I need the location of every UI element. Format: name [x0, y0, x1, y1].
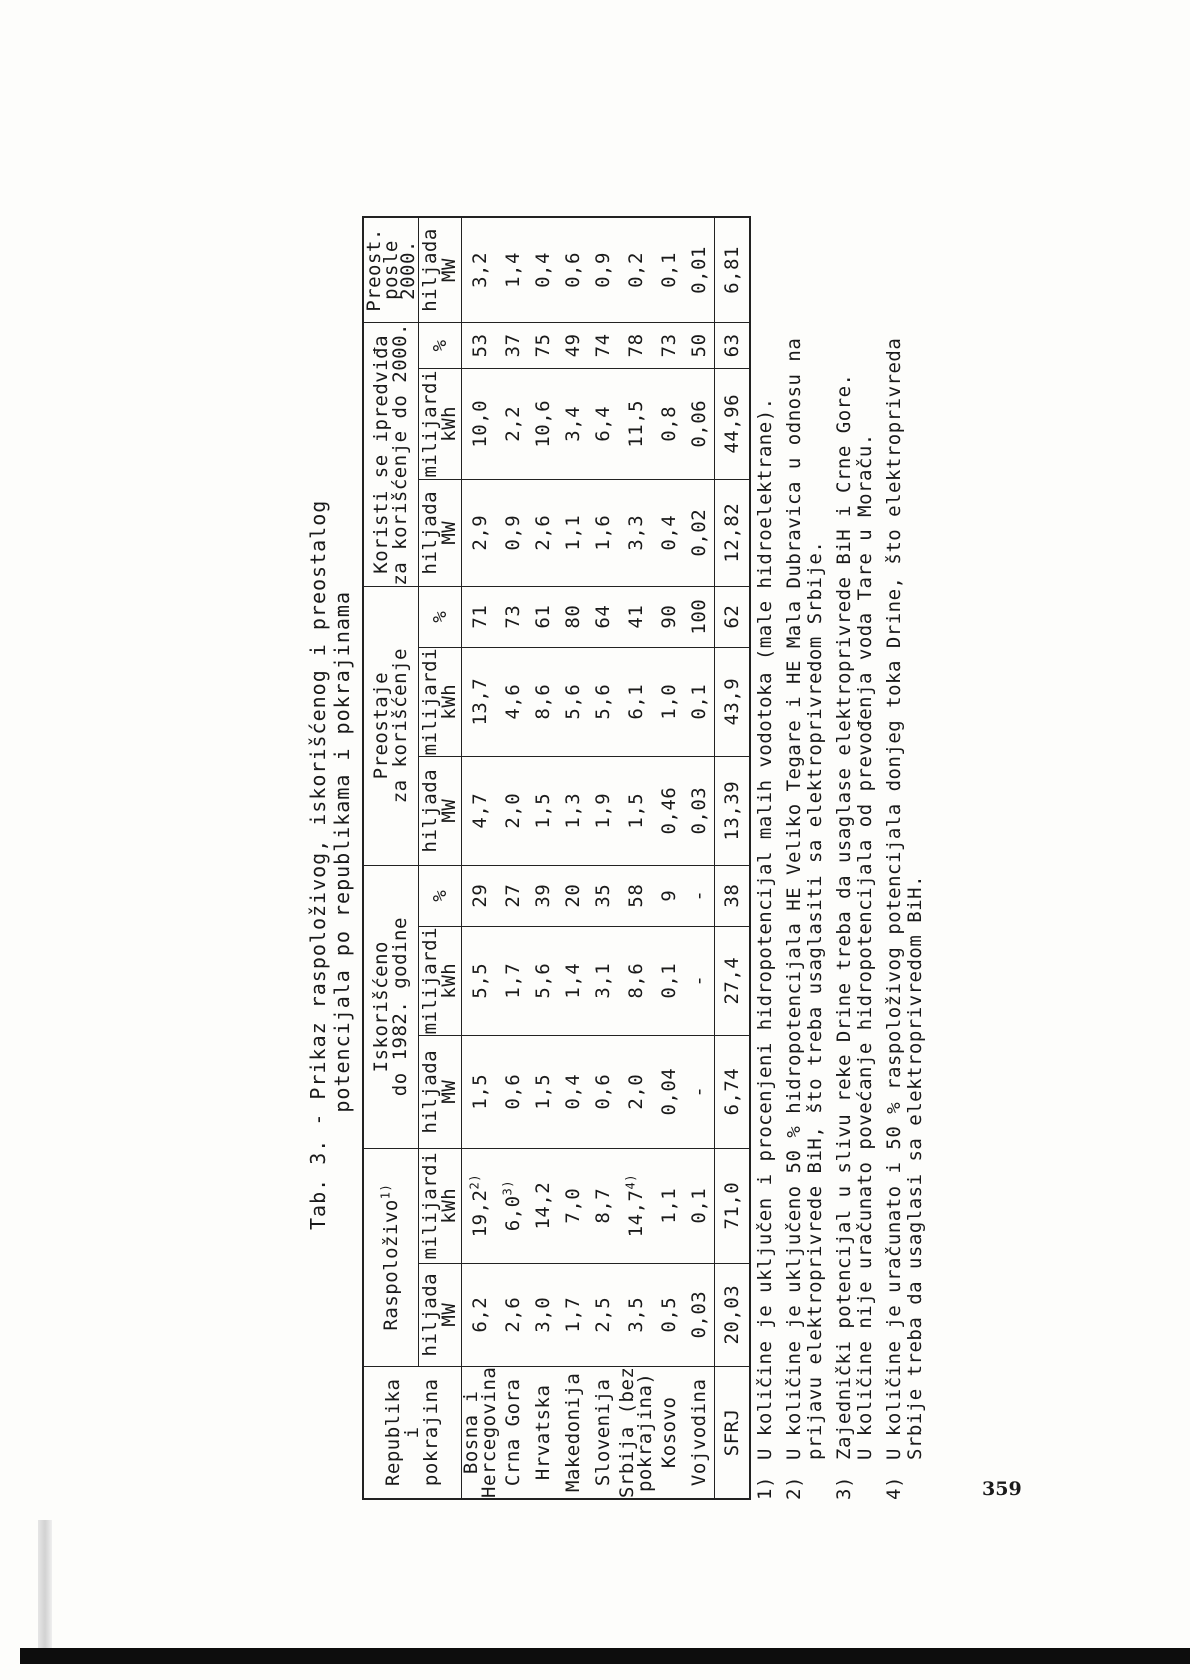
cell-k-mw: 2,6: [528, 479, 558, 586]
cell-i-pct: 35: [588, 865, 618, 926]
table-row: [588, 217, 618, 1499]
footnote-number: 1): [754, 1476, 776, 1500]
cell-p-pct: 100: [684, 586, 715, 647]
cell-k-pct: 53: [462, 322, 499, 368]
cell-after: 6,81: [715, 217, 751, 323]
cell-i-mw: 1,5: [528, 1035, 558, 1148]
cell-p-mw: 2,0: [498, 756, 528, 865]
cell-r-kwh: 14,7$^{4)}$: [618, 1148, 654, 1263]
cell-p-mw: 1,5: [618, 756, 654, 865]
cell-r-mw: 0,03: [684, 1263, 715, 1366]
footnote-number: 2): [783, 1476, 805, 1500]
cell-r-mw: 2,5: [588, 1263, 618, 1366]
cell-k-kwh: 10,0: [462, 368, 499, 479]
cell-i-pct: 27: [498, 865, 528, 926]
cell-p-mw: 1,3: [558, 756, 588, 865]
cell-p-kwh: 1,0: [654, 647, 684, 756]
total-row: [715, 217, 751, 1499]
cell-r-mw: 0,5: [654, 1263, 684, 1366]
cell-name: Vojvodina: [684, 1366, 715, 1499]
cell-p-pct: 90: [654, 586, 684, 647]
footnote-text: U količine je uključen i procenjeni hidropotencijal malih vodotoka (male hidroelektrane).: [754, 397, 776, 1460]
cell-r-kwh: 1,1: [654, 1148, 684, 1263]
cell-p-kwh: 8,6: [528, 647, 558, 756]
footnotes: [755, 338, 934, 1500]
cell-k-kwh: 44,96: [715, 368, 751, 479]
table-body: [462, 217, 751, 1499]
sub-mw: hiljada MW: [419, 756, 462, 865]
header-available: Raspoloživo$^{1)}$: [363, 1148, 419, 1366]
sub-mw: hiljada MW: [419, 1263, 462, 1366]
cell-after: 0,2: [618, 217, 654, 323]
cell-name: Srbija (bez pokrajina): [616, 1366, 656, 1498]
cell-k-pct: 37: [498, 322, 528, 368]
cell-r-mw: 1,7: [558, 1263, 588, 1366]
cell-p-kwh: 5,6: [588, 647, 618, 756]
cell-p-pct: 80: [558, 586, 588, 647]
cell-name: Crna Gora: [498, 1366, 528, 1499]
cell-p-pct: 61: [528, 586, 558, 647]
cell-k-pct: 50: [684, 322, 715, 368]
cell-k-mw: 1,1: [558, 479, 588, 586]
footnote: [755, 338, 776, 1500]
cell-i-pct: 58: [618, 865, 654, 926]
cell-k-mw: 12,82: [715, 479, 751, 586]
cell-name: Hrvatska: [528, 1366, 558, 1499]
sub-kwh: milijardi kWh: [419, 1148, 462, 1263]
cell-i-kwh: 3,1: [588, 926, 618, 1035]
cell-p-kwh: 0,1: [684, 647, 715, 756]
cell-p-mw: 1,9: [588, 756, 618, 865]
potential-table: [362, 216, 751, 1500]
sub-mw: hiljada MW: [419, 479, 462, 586]
cell-p-pct: 62: [715, 586, 751, 647]
cell-k-mw: 0,4: [654, 479, 684, 586]
cell-after: 0,1: [654, 217, 684, 323]
footnote-number: 3): [833, 1476, 855, 1500]
page-number: 359: [982, 1478, 1022, 1500]
cell-k-mw: 2,9: [462, 479, 499, 586]
cell-after: 3,2: [462, 217, 499, 323]
cell-i-mw: 0,04: [654, 1035, 684, 1148]
cell-r-mw: 3,5: [618, 1263, 654, 1366]
cell-i-mw: 0,6: [498, 1035, 528, 1148]
table-row: [498, 217, 528, 1499]
cell-k-pct: 78: [618, 322, 654, 368]
header-planned: Koristi se ipredviđa za korišćenje do 2000.: [363, 322, 419, 586]
cell-k-pct: 63: [715, 322, 751, 368]
cell-r-kwh: 14,2: [528, 1148, 558, 1263]
table-row: [618, 217, 654, 1499]
footnote-text: U količine je uračunato i 50 % raspoloživog potencijala donjeg toka Drine, što elektroprivreda Srbije treba da usaglasi sa elektroprivredom BiH.: [883, 337, 926, 1460]
cell-k-mw: 3,3: [618, 479, 654, 586]
cell-i-pct: -: [684, 865, 715, 926]
table-row: [462, 217, 499, 1499]
footnote-text: Zajednički potencijal u slivu reke Drine treba da usaglase elektroprivrede BiH i Crne Gore. U količine nije uračunato povećanje hidropotencijala od prevođenja voda Tare u Moraču.: [833, 373, 876, 1460]
cell-i-kwh: 5,5: [462, 926, 499, 1035]
cell-i-pct: 38: [715, 865, 751, 926]
table-title: Tab. 3. - Prikaz raspoloživog, iskorišćenog i preostalog potencijala po republikama i pokrajinama: [306, 499, 354, 1230]
cell-i-kwh: 1,7: [498, 926, 528, 1035]
cell-p-mw: 0,03: [684, 756, 715, 865]
cell-after: 0,9: [588, 217, 618, 323]
cell-after: 1,4: [498, 217, 528, 323]
footnote: [834, 338, 876, 1500]
cell-k-kwh: 10,6: [528, 368, 558, 479]
cell-r-kwh: 19,2$^{2)}$: [462, 1148, 499, 1263]
table-row: [528, 217, 558, 1499]
table-row: [654, 217, 684, 1499]
cell-i-pct: 9: [654, 865, 684, 926]
table-row: [684, 217, 715, 1499]
cell-k-kwh: 6,4: [588, 368, 618, 479]
cell-name: Makedonija: [558, 1366, 588, 1499]
scan-edge: [38, 1520, 52, 1650]
cell-after: 0,6: [558, 217, 588, 323]
cell-k-mw: 1,6: [588, 479, 618, 586]
cell-k-pct: 49: [558, 322, 588, 368]
cell-i-kwh: 27,4: [715, 926, 751, 1035]
cell-name: SFRJ: [715, 1366, 751, 1499]
header-after-2000: Preost. posle 2000.: [363, 217, 419, 323]
cell-k-mw: 0,02: [684, 479, 715, 586]
cell-r-kwh: 8,7: [588, 1148, 618, 1263]
sub-kwh: milijardi kWh: [419, 926, 460, 1035]
cell-i-pct: 29: [462, 865, 499, 926]
footnote-text: U količine je uključeno 50 % hidropotencijala HE Veliko Tegare i HE Mala Dubravica u odnosu na prijavu elektroprivrede BiH, što treba usaglasiti sa elektroprivredom Srbije.: [783, 337, 826, 1460]
table-row: [558, 217, 588, 1499]
cell-r-mw: 2,6: [498, 1263, 528, 1366]
cell-i-mw: 0,6: [588, 1035, 618, 1148]
rotated-page-content: [300, 0, 1040, 1500]
sub-kwh: milijardi kWh: [419, 647, 460, 756]
cell-i-kwh: -: [684, 926, 715, 1035]
cell-p-pct: 73: [498, 586, 528, 647]
cell-k-kwh: 3,4: [558, 368, 588, 479]
sub-mw: hiljada MW: [419, 217, 462, 323]
cell-i-mw: 6,74: [715, 1035, 751, 1148]
cell-i-kwh: 1,4: [558, 926, 588, 1035]
cell-i-kwh: 8,6: [618, 926, 654, 1035]
cell-k-pct: 73: [654, 322, 684, 368]
cell-i-mw: -: [684, 1035, 715, 1148]
cell-p-pct: 71: [462, 586, 499, 647]
cell-r-kwh: 0,1: [684, 1148, 715, 1263]
cell-p-kwh: 5,6: [558, 647, 588, 756]
scan-bottom-bar: [20, 1648, 1190, 1664]
cell-p-kwh: 13,7: [462, 647, 499, 756]
cell-r-mw: 6,2: [462, 1263, 499, 1366]
footnote: [884, 338, 926, 1500]
header-region: Republika i pokrajina: [363, 1366, 462, 1499]
cell-p-mw: 0,46: [654, 756, 684, 865]
cell-k-kwh: 0,06: [684, 368, 715, 479]
cell-after: 0,4: [528, 217, 558, 323]
cell-p-mw: 13,39: [715, 756, 751, 865]
cell-p-mw: 4,7: [462, 756, 499, 865]
cell-p-pct: 41: [618, 586, 654, 647]
cell-name: Slovenija: [588, 1366, 618, 1499]
cell-p-kwh: 4,6: [498, 647, 528, 756]
cell-i-mw: 1,5: [462, 1035, 499, 1148]
footnote-number: 4): [883, 1476, 905, 1500]
cell-r-kwh: 7,0: [558, 1148, 588, 1263]
cell-r-mw: 3,0: [528, 1263, 558, 1366]
cell-p-kwh: 43,9: [715, 647, 751, 756]
cell-name: Kosovo: [654, 1366, 684, 1499]
sub-pct: %: [419, 586, 462, 647]
cell-p-kwh: 6,1: [618, 647, 654, 756]
cell-i-pct: 39: [528, 865, 558, 926]
footnote: [784, 338, 826, 1500]
sub-mw: hiljada MW: [419, 1035, 462, 1148]
cell-i-mw: 2,0: [618, 1035, 654, 1148]
cell-k-kwh: 0,8: [654, 368, 684, 479]
sub-pct: %: [419, 322, 462, 368]
cell-p-pct: 64: [588, 586, 618, 647]
cell-r-kwh: 71,0: [715, 1148, 751, 1263]
cell-k-pct: 75: [528, 322, 558, 368]
header-used: Iskorišćeno do 1982. godine: [363, 865, 419, 1148]
header-remaining: Preostaje za korišćenje: [363, 586, 419, 865]
cell-k-kwh: 2,2: [498, 368, 528, 479]
cell-r-kwh: 6,0$^{3)}$: [498, 1148, 528, 1263]
cell-k-kwh: 11,5: [618, 368, 654, 479]
cell-i-kwh: 5,6: [528, 926, 558, 1035]
cell-p-mw: 1,5: [528, 756, 558, 865]
cell-after: 0,01: [684, 217, 715, 323]
sub-pct: %: [419, 865, 462, 926]
sub-kwh: milijardi kWh: [419, 370, 460, 478]
cell-r-mw: 20,03: [715, 1263, 751, 1366]
cell-k-pct: 74: [588, 322, 618, 368]
cell-name: Bosna i Hercegovina: [460, 1366, 500, 1498]
cell-i-pct: 20: [558, 865, 588, 926]
cell-i-kwh: 0,1: [654, 926, 684, 1035]
cell-i-mw: 0,4: [558, 1035, 588, 1148]
cell-k-mw: 0,9: [498, 479, 528, 586]
